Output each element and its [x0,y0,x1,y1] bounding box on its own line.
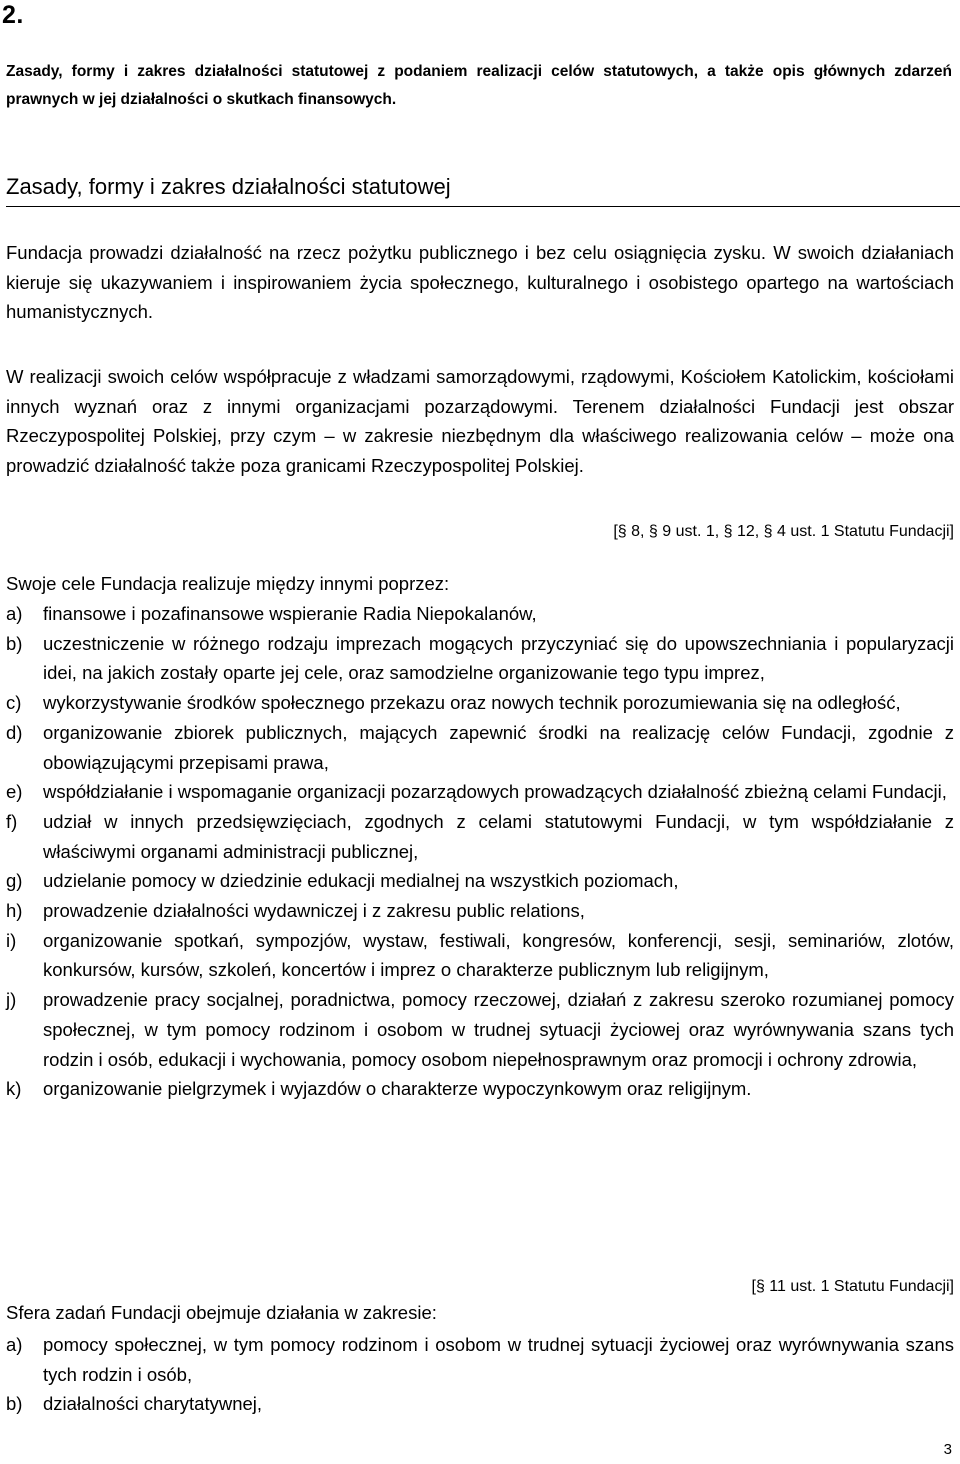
list-marker: k) [6,1078,22,1100]
list-item [6,926,954,985]
list-item [6,629,954,688]
citation-2: [§ 11 ust. 1 Statutu Fundacji] [751,1278,954,1295]
subheading: Zasady, formy i zakres działalności statutowej [6,170,960,207]
list-item-text: organizowanie zbiorek publicznych, mających zapewnić środki na realizację celów Fundacji, zgodnie z obowiązującymi przepisami prawa, [43,721,954,773]
list-marker: h) [6,900,23,922]
list-item-text: organizowanie pielgrzymek i wyjazdów o charakterze wypoczynkowym oraz religijnym. [43,1078,752,1100]
scope-list [6,1330,954,1419]
page-number: 3 [943,1441,952,1458]
list-marker: b) [6,1393,23,1415]
list-item-text: organizowanie spotkań, sympozjów, wystaw, festiwali, kongresów, konferencji, sesji, seminariów, zlotów, konkursów, kursów, szkoleń, koncertów i imprez o charakterze publicznym lub religijnym, [43,929,954,981]
list-marker: i) [6,929,17,951]
list-item-text: współdziałanie i wspomaganie organizacji pozarządowych prowadzących działalność zbieżną celami Fundacji, [43,781,947,803]
list-marker: c) [6,692,22,714]
goals-intro: Swoje cele Fundacja realizuje między innymi poprzez: [6,573,450,594]
scope-intro: Sfera zadań Fundacji obejmuje działania w zakresie: [6,1302,437,1323]
list-marker: g) [6,870,23,892]
paragraph-1: Fundacja prowadzi działalność na rzecz pożytku publicznego i bez celu osiągnięcia zysku. W swoich działaniach kieruje się ukazywaniem i inspirowaniem życia społecznego, kulturalnego i osobistego opartego na wartościach humanistycznych. [6,242,954,322]
list-item-text: pomocy społecznej, w tym pomocy rodzinom i osobom w trudnej sytuacji życiowej oraz wyrównywania szans tych rodzin i osób, [43,1334,954,1385]
list-marker: b) [6,632,23,654]
section-intro: Zasady, formy i zakres działalności statutowej z podaniem realizacji celów statutowych, a także opis głównych zdarzeń prawnych w jej działalności o skutkach finansowych. [6,63,952,108]
list-item [6,777,954,807]
citation-1: [§ 8, § 9 ust. 1, § 12, § 4 ust. 1 Statutu Fundacji] [613,523,954,540]
list-item-text: udział w innych przedsięwzięciach, zgodnych z celami statutowymi Fundacji, w tym współdziałanie z właściwymi organami administracji publicznej, [43,810,954,862]
list-item [6,1389,954,1419]
list-marker: f) [6,810,18,832]
list-marker: j) [6,989,17,1011]
list-item [6,896,954,926]
list-marker: a) [6,1334,23,1355]
section-number: 2. [2,1,24,29]
list-item [6,866,954,896]
list-item [6,1330,954,1389]
list-item [6,1074,954,1104]
goals-list [6,599,954,1104]
list-marker: e) [6,781,23,803]
list-item-text: prowadzenie działalności wydawniczej i z zakresu public relations, [43,900,585,922]
list-item-text: prowadzenie pracy socjalnej, poradnictwa, pomocy rzeczowej, działań z zakresu szeroko rozumianej pomocy społecznej, w tym pomocy rodzinom i osobom w trudnej sytuacji życiowej oraz wyrównywania szans tych rodzin i osób, edukacji i wychowania, pomocy osobom niepełnosprawnym oraz promocji i ochrony zdrowia, [43,989,954,1070]
list-item-text: uczestniczenie w różnego rodzaju imprezach mogących przyczyniać się do upowszechniania i popularyzacji idei, na jakich zostały oparte jej cele, oraz samodzielne organizowanie tego typu imprez, [43,632,954,684]
paragraph-2: W realizacji swoich celów współpracuje z władzami samorządowymi, rządowymi, Kościołem Katolickim, kościołami innych wyznań oraz z innymi organizacjami pozarządowymi. Terenem działalności Fundacji jest obszar Rzeczypospolitej Polskiej, przy czym – w zakresie niezbędnym dla właściwego realizowania celów – może ona prowadzić działalność także poza granicami Rzeczypospolitej Polskiej. [6,366,954,476]
list-marker: a) [6,603,23,624]
list-item [6,807,954,866]
list-item-text: działalności charytatywnej, [43,1393,263,1415]
list-item-text: finansowe i pozafinansowe wspieranie Radia Niepokalanów, [43,603,537,624]
list-marker: d) [6,721,23,743]
list-item-text: udzielanie pomocy w dziedzinie edukacji medialnej na wszystkich poziomach, [43,870,679,892]
list-item [6,688,954,718]
list-item-text: wykorzystywanie środków społecznego przekazu oraz nowych technik porozumiewania się na odległość, [43,692,901,714]
list-item [6,718,954,777]
list-item [6,985,954,1074]
list-item [6,599,954,629]
